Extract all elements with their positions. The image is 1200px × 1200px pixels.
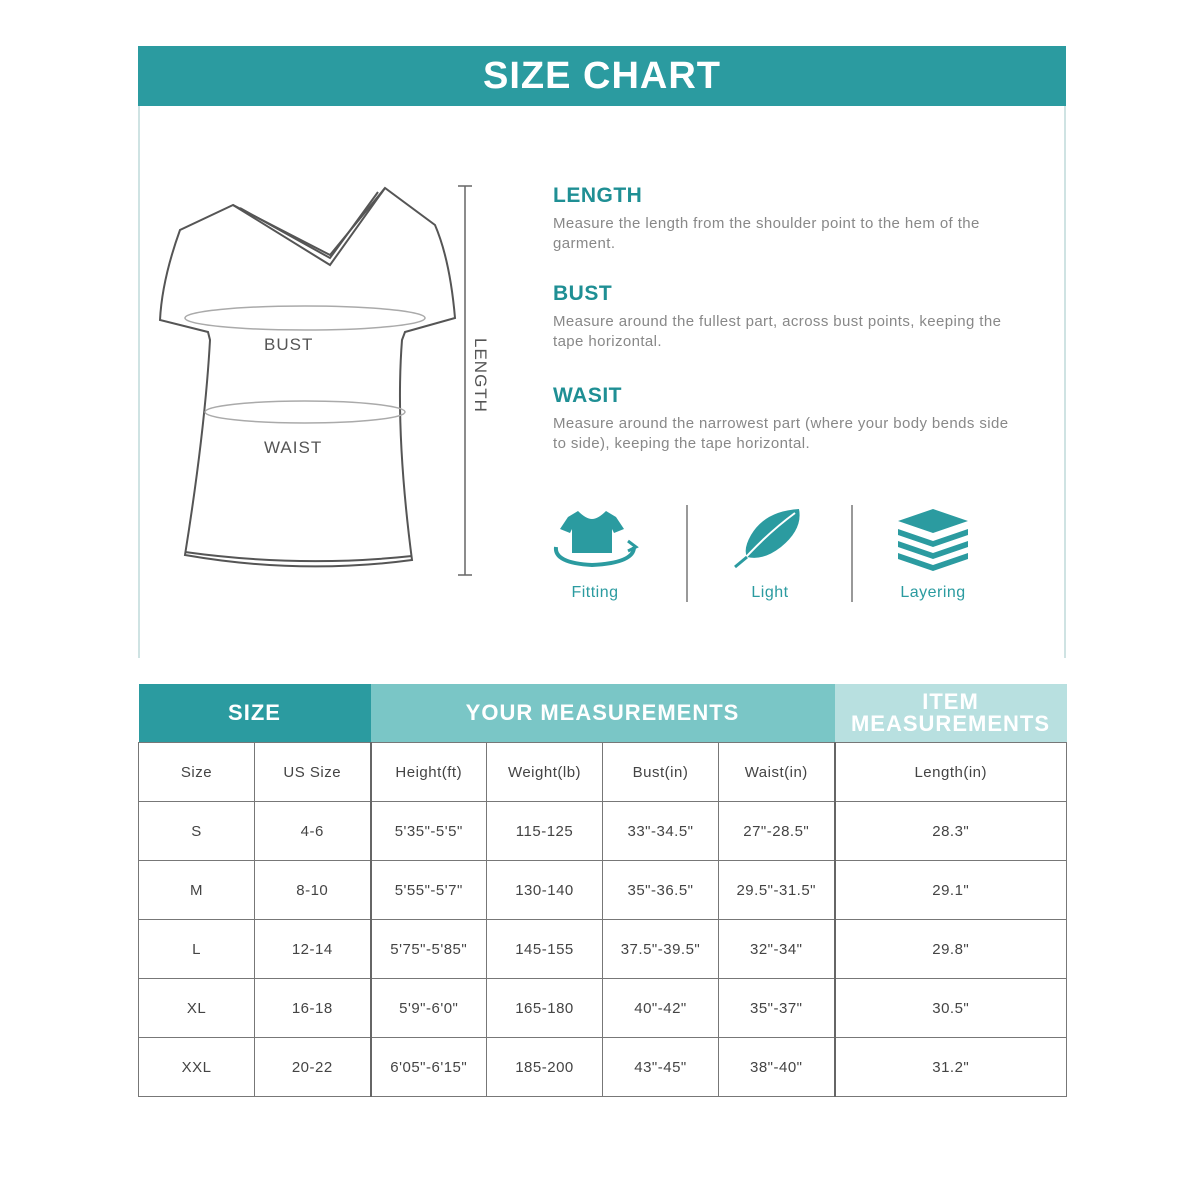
table-cell: 37.5"-39.5" (603, 920, 719, 979)
table-cell: 5'35"-5'5" (371, 802, 487, 861)
size-table (138, 684, 1067, 1097)
table-cell: S (139, 802, 255, 861)
table-cell: 145-155 (487, 920, 603, 979)
length-label: LENGTH (471, 338, 490, 413)
length-text: Measure the length from the shoulder point to the hem of the garment. (553, 215, 980, 252)
table-cell: XXL (139, 1038, 255, 1097)
layers-icon (888, 505, 978, 571)
bust-text: Measure around the fullest part, across bust points, keeping the tape horizontal. (553, 313, 1002, 350)
page-title: SIZE CHART (138, 46, 1066, 106)
table-cell: 185-200 (487, 1038, 603, 1097)
length-description (553, 184, 1013, 254)
light-label: Light (751, 584, 789, 601)
column-header: US Size (255, 743, 371, 802)
table-cell: 28.3" (835, 802, 1067, 861)
column-header: Height(ft) (371, 743, 487, 802)
column-header: Size (139, 743, 255, 802)
table-row (139, 979, 1067, 1038)
table-cell: 33"-34.5" (603, 802, 719, 861)
table-cell: 29.1" (835, 861, 1067, 920)
feature-layering (878, 505, 988, 602)
table-cell: 32"-34" (719, 920, 835, 979)
table-cell: 27"-28.5" (719, 802, 835, 861)
table-cell: 165-180 (487, 979, 603, 1038)
table-cell: 130-140 (487, 861, 603, 920)
table-row (139, 920, 1067, 979)
bust-description (553, 282, 1013, 352)
column-header: Waist(in) (719, 743, 835, 802)
table-cell: 5'9"-6'0" (371, 979, 487, 1038)
table-row (139, 861, 1067, 920)
table-cell: M (139, 861, 255, 920)
table-cell: 35"-36.5" (603, 861, 719, 920)
fitting-shirt-icon (550, 505, 640, 571)
column-header-row (139, 743, 1067, 802)
table-cell: 5'75"-5'85" (371, 920, 487, 979)
table-cell: 35"-37" (719, 979, 835, 1038)
your-measurements-header: YOUR MEASUREMENTS (371, 684, 835, 743)
table-cell: 4-6 (255, 802, 371, 861)
table-cell: 6'05"-6'15" (371, 1038, 487, 1097)
table-cell: XL (139, 979, 255, 1038)
fitting-label: Fitting (571, 584, 619, 601)
table-cell: 38"-40" (719, 1038, 835, 1097)
table-row (139, 802, 1067, 861)
table-cell: 29.8" (835, 920, 1067, 979)
bust-label: BUST (264, 335, 314, 354)
table-cell: 29.5"-31.5" (719, 861, 835, 920)
table-cell: L (139, 920, 255, 979)
table-cell: 20-22 (255, 1038, 371, 1097)
waist-text: Measure around the narrowest part (where your body bends side to side), keeping the tape horizontal. (553, 415, 1009, 452)
table-cell: 5'55"-5'7" (371, 861, 487, 920)
table-row (139, 1038, 1067, 1097)
column-header: Length(in) (835, 743, 1067, 802)
feather-icon (725, 505, 815, 571)
size-group-header: SIZE (139, 684, 371, 743)
table-cell: 43"-45" (603, 1038, 719, 1097)
table-cell: 8-10 (255, 861, 371, 920)
waist-label: WAIST (264, 438, 323, 457)
item-measurements-header: ITEM MEASUREMENTS (835, 684, 1067, 743)
feature-divider (851, 505, 853, 602)
layering-label: Layering (900, 584, 966, 601)
column-header: Weight(lb) (487, 743, 603, 802)
tshirt-diagram (150, 180, 510, 600)
table-cell: 16-18 (255, 979, 371, 1038)
waist-heading: WASIT (553, 384, 622, 407)
table-cell: 12-14 (255, 920, 371, 979)
feature-fitting (540, 505, 650, 602)
bust-heading: BUST (553, 282, 613, 305)
table-cell: 115-125 (487, 802, 603, 861)
waist-description (553, 384, 1013, 454)
column-header: Bust(in) (603, 743, 719, 802)
table-cell: 31.2" (835, 1038, 1067, 1097)
feature-divider (686, 505, 688, 602)
table-cell: 40"-42" (603, 979, 719, 1038)
feature-light (715, 505, 825, 602)
length-heading: LENGTH (553, 184, 643, 207)
table-cell: 30.5" (835, 979, 1067, 1038)
